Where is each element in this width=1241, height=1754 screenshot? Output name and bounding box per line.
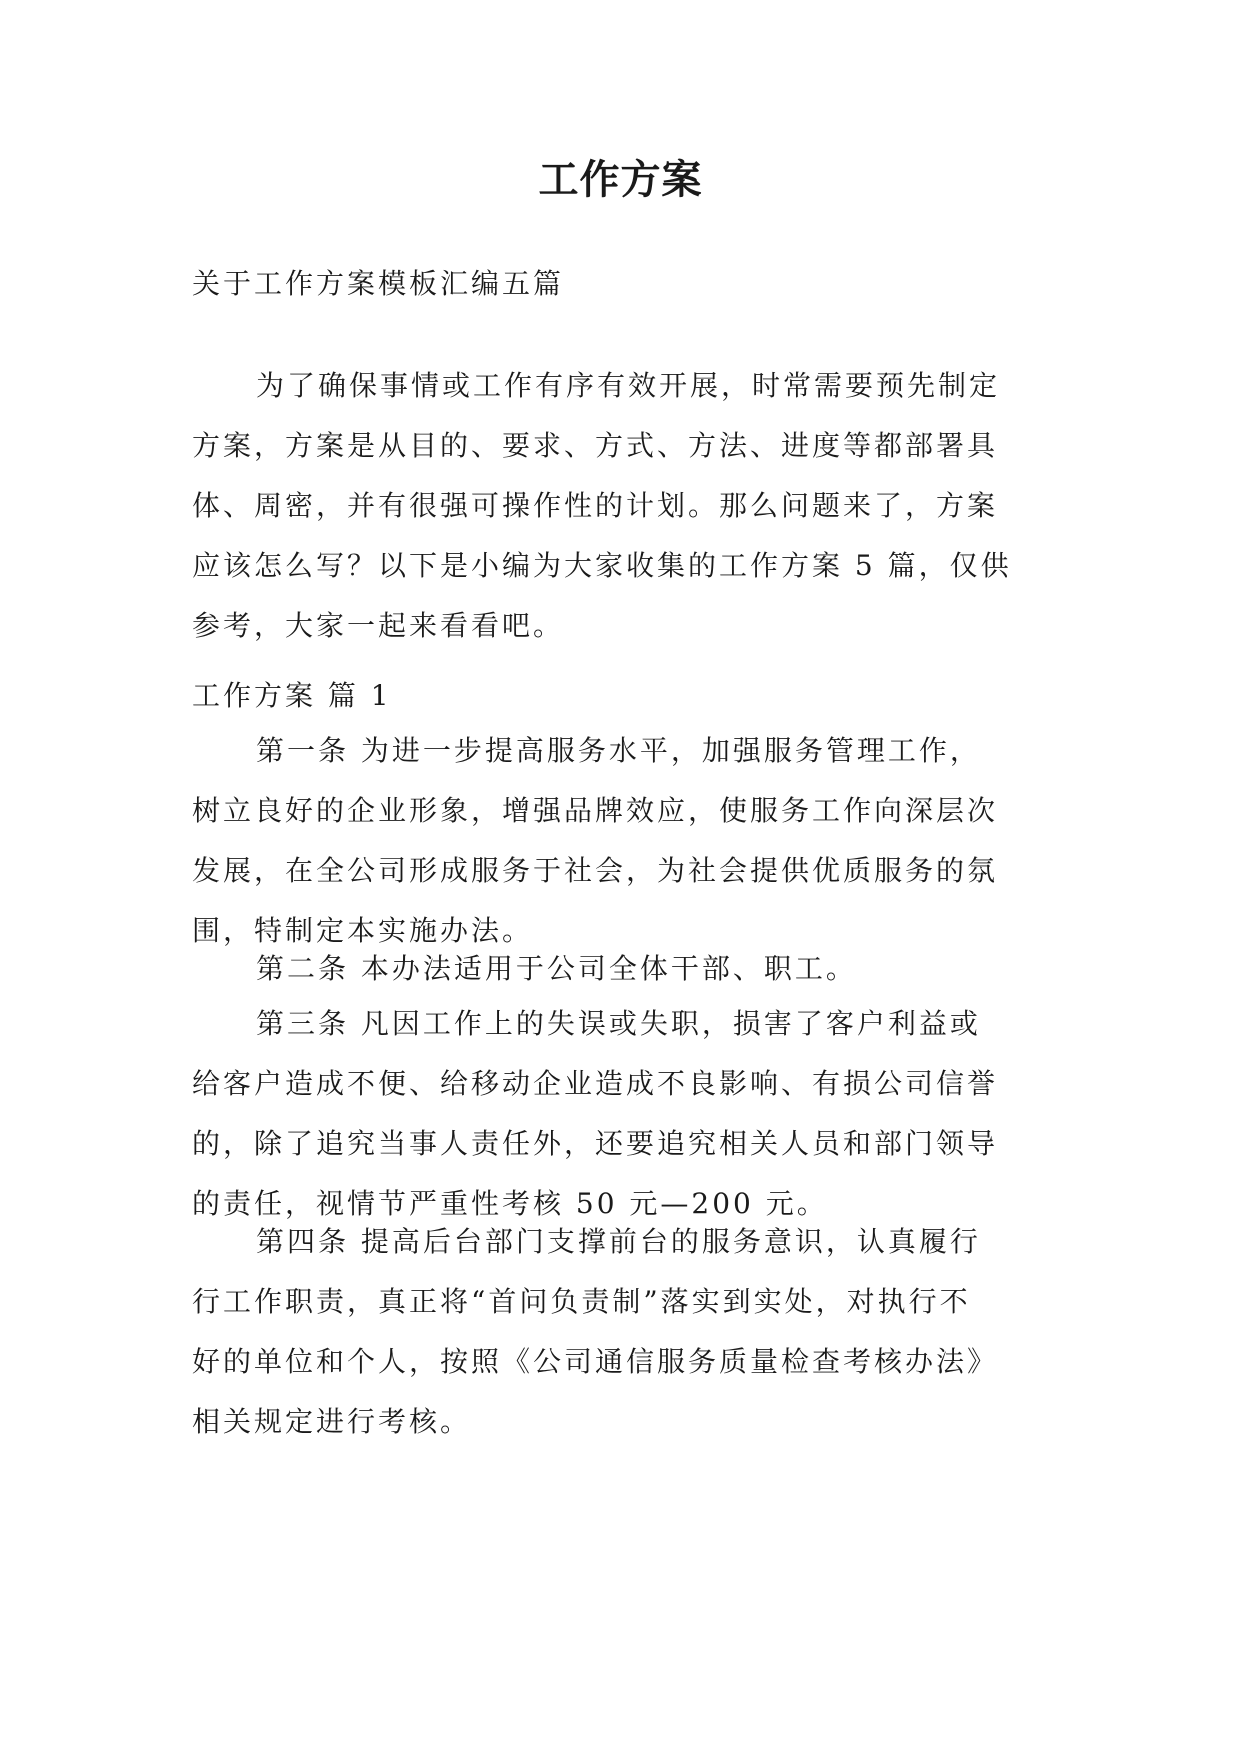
article-line: 第四条 提高后台部门支撑前台的服务意识，认真履行 bbox=[256, 1225, 981, 1258]
article-line: 发展，在全公司形成服务于社会，为社会提供优质服务的氛 bbox=[192, 854, 999, 887]
article-line: 给客户造成不便、给移动企业造成不良影响、有损公司信誉 bbox=[192, 1067, 999, 1100]
section-heading: 工作方案 篇 1 bbox=[192, 679, 392, 712]
intro-line: 体、周密，并有很强可操作性的计划。那么问题来了，方案 bbox=[192, 489, 999, 522]
document-subtitle: 关于工作方案模板汇编五篇 bbox=[192, 267, 565, 300]
intro-line: 为了确保事情或工作有序有效开展，时常需要预先制定 bbox=[256, 369, 1001, 402]
intro-line: 方案，方案是从目的、要求、方式、方法、进度等都部署具 bbox=[192, 429, 999, 462]
article-3-paragraph bbox=[192, 994, 1072, 1234]
article-line: 相关规定进行考核。 bbox=[192, 1405, 472, 1438]
article-line: 第二条 本办法适用于公司全体干部、职工。 bbox=[256, 952, 857, 985]
intro-line: 应该怎么写？以下是小编为大家收集的工作方案 5 篇，仅供 bbox=[192, 549, 1012, 582]
intro-paragraph bbox=[192, 356, 1072, 656]
article-line: 第一条 为进一步提高服务水平，加强服务管理工作， bbox=[256, 734, 981, 767]
article-line: 行工作职责，真正将“首问负责制”落实到实处，对执行不 bbox=[192, 1285, 971, 1318]
article-line: 的责任，视情节严重性考核 50 元—200 元。 bbox=[192, 1187, 828, 1220]
article-line: 好的单位和个人，按照《公司通信服务质量检查考核办法》 bbox=[192, 1345, 999, 1378]
article-line: 第三条 凡因工作上的失误或失职，损害了客户利益或 bbox=[256, 1007, 981, 1040]
intro-line: 参考，大家一起来看看吧。 bbox=[192, 609, 565, 642]
article-line: 围，特制定本实施办法。 bbox=[192, 914, 534, 947]
article-line: 树立良好的企业形象，增强品牌效应，使服务工作向深层次 bbox=[192, 794, 999, 827]
article-2-paragraph bbox=[192, 939, 1072, 999]
article-1-paragraph bbox=[192, 721, 1072, 961]
document-title: 工作方案 bbox=[538, 157, 703, 203]
article-4-paragraph bbox=[192, 1212, 1072, 1452]
article-line: 的，除了追究当事人责任外，还要追究相关人员和部门领导 bbox=[192, 1127, 999, 1160]
